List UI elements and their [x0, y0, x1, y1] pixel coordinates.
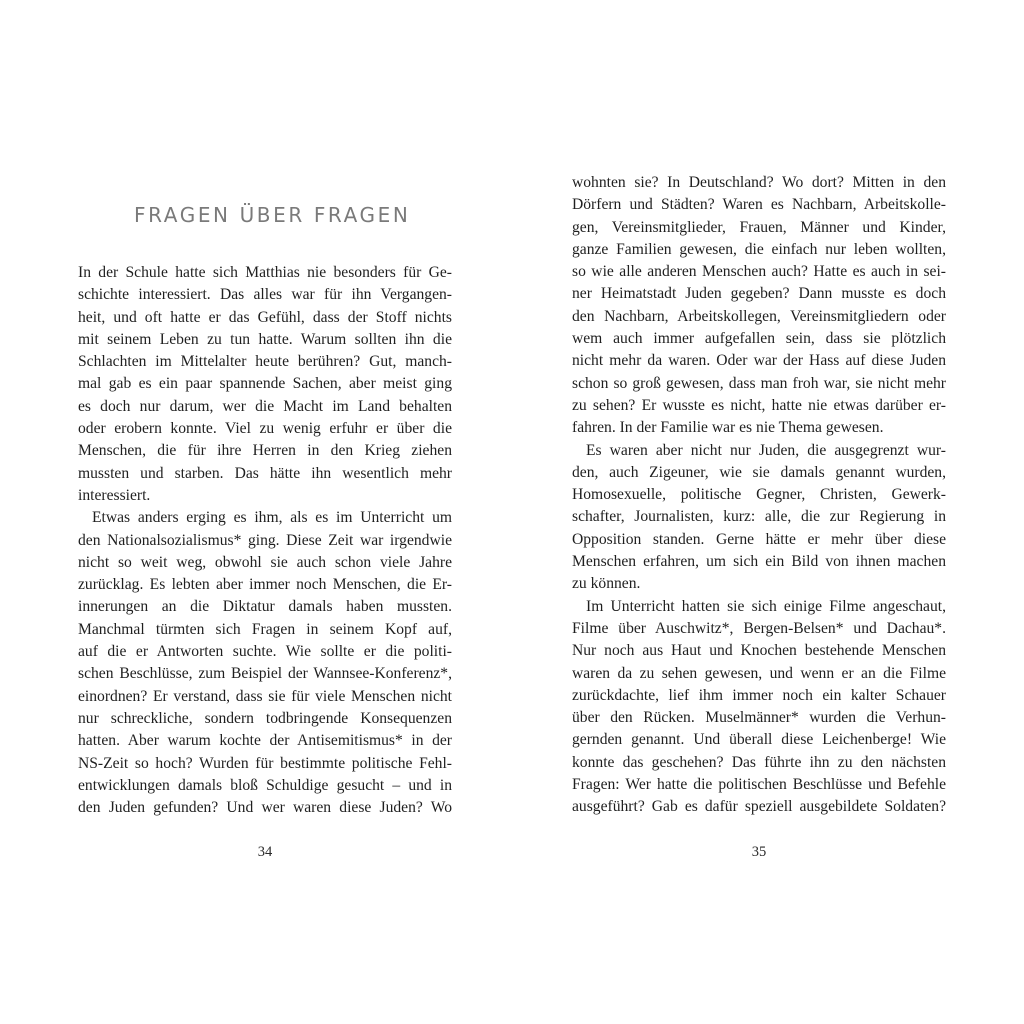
text-line: mussten und starben. Das hätte ihn wesentlich mehr: [78, 464, 452, 482]
text-line: Homosexuelle, politische Gegner, Christen, Gewerk-: [572, 486, 946, 504]
right-page: [572, 0, 946, 1024]
text-line: Etwas anders erging es ihm, als es im Unterricht um: [92, 509, 452, 527]
text-line: zurückdachte, lief ihm immer noch ein kalter Schauer: [572, 686, 946, 704]
text-line: waren da zu sehen gewesen, und wenn er an die Filme: [572, 664, 946, 682]
text-line: schichte interessiert. Das alles war für ihn Vergangen-: [78, 286, 452, 304]
text-line: fahren. In der Familie war es nie Thema gewesen.: [572, 419, 884, 437]
text-line: nur schreckliche, sondern todbringende Konsequenzen: [78, 709, 452, 727]
text-line: es doch nur darum, wer die Macht im Land behalten: [78, 397, 452, 415]
text-line: ganze Familien gewesen, die einfach nur leben wollten,: [572, 240, 946, 258]
text-line: Manchmal türmten sich Fragen in seinem Kopf auf,: [78, 620, 452, 638]
text-line: NS-Zeit so hoch? Wurden für bestimmte politische Fehl-: [78, 754, 452, 772]
text-line: Im Unterricht hatten sie sich einige Filme angeschaut,: [586, 597, 946, 615]
text-line: ner Heimatstadt Juden gegeben? Dann musste es doch: [572, 285, 946, 303]
text-line: Es waren aber nicht nur Juden, die ausgegrenzt wur-: [586, 441, 946, 459]
text-line: innerungen an die Diktatur damals haben mussten.: [78, 598, 452, 616]
text-line: mit seinem Leben zu tun hatte. Warum sollten ihn die: [78, 330, 452, 348]
text-line: schen Beschlüsse, zum Beispiel der Wannsee-Konferenz*,: [78, 665, 452, 683]
text-line: ausgeführt? Gab es dafür speziell ausgebildete Soldaten?: [572, 798, 946, 816]
text-line: Fragen: Wer hatte die politischen Beschlüsse und Befehle: [572, 776, 946, 794]
text-line: über den Rücken. Muselmänner* wurden die Verhun-: [572, 709, 946, 727]
text-line: zu sehen? Er wusste es nicht, hatte nie etwas darüber er-: [572, 396, 946, 414]
text-line: Schlachten im Mittelalter heute berühren? Gut, manch-: [78, 353, 452, 371]
text-line: gen, Vereinsmitglieder, Frauen, Männer und Kinder,: [572, 218, 946, 236]
left-page-body: [78, 262, 452, 819]
text-line: den Nachbarn, Arbeitskollegen, Vereinsmitgliedern oder: [572, 307, 946, 325]
text-line: so wie alle anderen Menschen auch? Hatte es auch in sei-: [572, 263, 946, 281]
text-line: wohnten sie? In Deutschland? Wo dort? Mitten in den: [572, 174, 946, 191]
text-line: den, auch Zigeuner, wie sie damals genannt wurden,: [572, 463, 946, 481]
text-line: In der Schule hatte sich Matthias nie besonders für Ge-: [78, 264, 452, 281]
chapter-title: FRAGEN ÜBER FRAGEN: [134, 203, 411, 228]
text-line: wem auch immer aufgefallen sein, dass sie plötzlich: [572, 330, 946, 348]
text-line: nicht mehr da waren. Oder war der Hass auf diese Juden: [572, 352, 946, 370]
right-page-body: [572, 172, 946, 819]
text-line: interessiert.: [78, 486, 151, 504]
text-line: schafter, Journalisten, kurz: alle, die zur Regierung in: [572, 508, 946, 526]
text-line: mal gab es ein paar spannende Sachen, aber meist ging: [78, 375, 452, 393]
text-line: nicht so weit weg, obwohl sie auch schon viele Jahre: [78, 553, 452, 571]
text-line: den Nationalsozialismus* ging. Diese Zeit war irgendwie: [78, 531, 452, 549]
left-page: [78, 0, 452, 1024]
text-line: heit, und oft hatte er das Gefühl, dass der Stoff nichts: [78, 308, 452, 326]
text-line: schon so groß gewesen, dass man froh war, sie nicht mehr: [572, 374, 946, 392]
page-number-right: 35: [751, 844, 767, 860]
text-line: gernden genannt. Und überall diese Leichenberge! Wie: [572, 731, 946, 749]
text-line: zu können.: [572, 575, 641, 593]
page-number-left: 34: [257, 844, 273, 860]
text-line: einordnen? Er verstand, dass sie für viele Menschen nicht: [78, 687, 452, 705]
text-line: zurücklag. Es lebten aber immer noch Menschen, die Er-: [78, 576, 452, 594]
text-line: entwicklungen damals bloß Schuldige gesucht – und in: [78, 776, 452, 794]
text-line: Menschen, die für ihre Herren in den Krieg ziehen: [78, 442, 452, 460]
text-line: hatten. Aber warum kochte der Antisemitismus* in der: [78, 732, 452, 750]
text-line: auf die er Antworten suchte. Wie sollte er die politi-: [78, 643, 452, 661]
text-line: den Juden gefunden? Und wer waren diese Juden? Wo: [78, 799, 452, 817]
text-line: Opposition standen. Gerne hätte er mehr über diese: [572, 530, 946, 548]
text-line: Nur noch aus Haut und Knochen bestehende Menschen: [572, 642, 946, 660]
text-line: Menschen erfahren, um sich ein Bild von ihnen machen: [572, 553, 946, 571]
text-line: oder erobern konnte. Viel zu wenig erfuhr er über die: [78, 420, 452, 438]
text-line: Dörfern und Städten? Waren es Nachbarn, Arbeitskolle-: [572, 196, 946, 214]
text-line: konnte das geschehen? Das führte ihn zu den nächsten: [572, 753, 946, 771]
text-line: Filme über Auschwitz*, Bergen-Belsen* und Dachau*.: [572, 619, 946, 637]
